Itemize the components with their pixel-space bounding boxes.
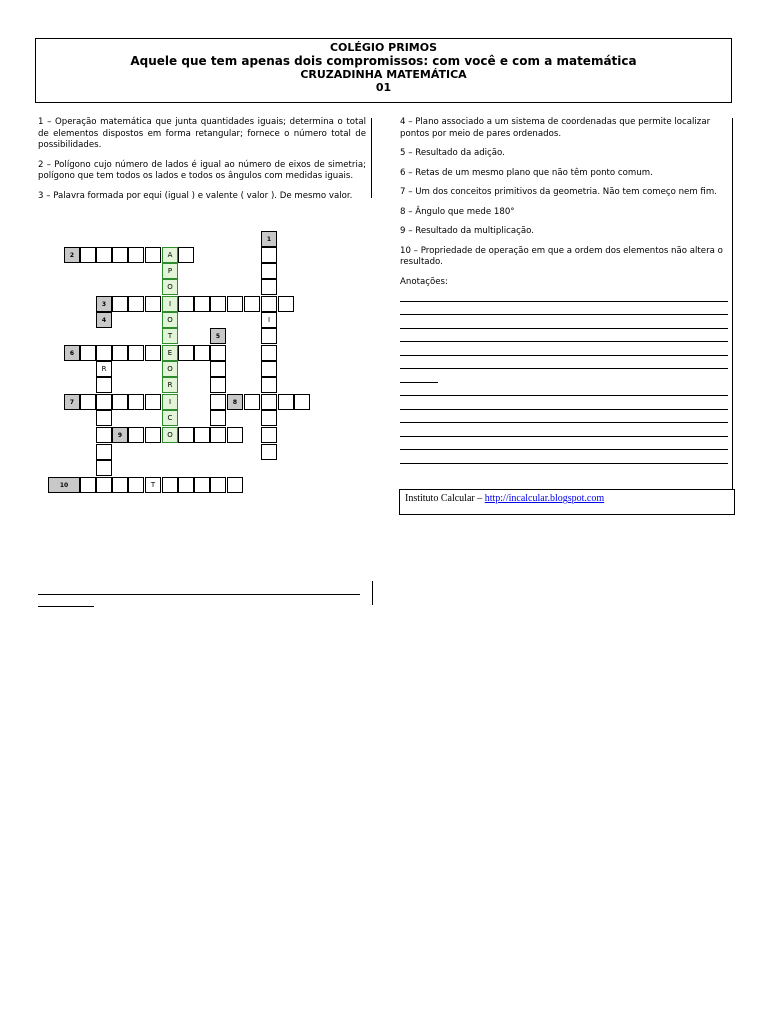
crossword-cell[interactable] [194, 477, 210, 493]
stray-underline [38, 594, 360, 595]
crossword-cell[interactable] [80, 247, 96, 263]
crossword-cell[interactable] [210, 394, 226, 410]
footer-link[interactable]: http://incalcular.blogspot.com [484, 493, 605, 504]
answer-letter-cell: P [162, 263, 178, 279]
worksheet-number: 01 [375, 81, 392, 94]
crossword-cell[interactable] [145, 296, 161, 312]
crossword-cell[interactable] [210, 345, 226, 361]
crossword-cell[interactable] [210, 361, 226, 377]
answer-letter-cell: R [162, 377, 178, 393]
clue-number-cell: 1 [261, 231, 277, 247]
crossword-cell[interactable] [145, 247, 161, 263]
crossword-cell[interactable]: R [96, 361, 112, 377]
crossword-cell[interactable] [210, 377, 226, 393]
clue-number-cell: 5 [210, 328, 226, 344]
crossword-cell[interactable] [80, 345, 96, 361]
clue-8: 8 – Ângulo que mede 180° [400, 206, 515, 217]
crossword-cell[interactable] [261, 345, 277, 361]
crossword-cell[interactable] [128, 427, 144, 443]
crossword-cell[interactable] [194, 345, 210, 361]
crossword-cell[interactable] [145, 394, 161, 410]
school-name: COLÉGIO PRIMOS [329, 41, 438, 54]
crossword-cell[interactable] [96, 427, 112, 443]
clue-number-cell: 9 [112, 427, 128, 443]
clue-5: 5 – Resultado da adição. [400, 148, 505, 158]
crossword-cell[interactable] [261, 296, 277, 312]
crossword-cell[interactable] [128, 477, 144, 493]
clue-number-cell: 10 [48, 477, 80, 493]
clue-4: 4 – Plano associado a um sistema de coordenadas que permite localizar pontos por meio de pares ordenados. [400, 117, 711, 139]
clue-number-cell: 8 [227, 394, 243, 410]
crossword-cell[interactable] [227, 296, 243, 312]
crossword-cell[interactable] [261, 247, 277, 263]
crossword-cell[interactable] [128, 345, 144, 361]
crossword-cell[interactable] [162, 477, 178, 493]
worksheet-title: CRUZADINHA MATEMÁTICA [300, 68, 467, 81]
answer-letter-cell: T [162, 328, 178, 344]
notes-label: Anotações: [400, 276, 448, 287]
crossword-cell[interactable] [128, 296, 144, 312]
crossword-cell[interactable] [112, 247, 128, 263]
crossword-cell[interactable] [80, 477, 96, 493]
crossword-cell[interactable] [112, 394, 128, 410]
answer-letter-cell: A [162, 247, 178, 263]
crossword-cell[interactable] [261, 427, 277, 443]
crossword-cell[interactable] [178, 296, 194, 312]
crossword-cell[interactable] [227, 427, 243, 443]
stray-divider [372, 581, 373, 605]
crossword-cell[interactable] [128, 394, 144, 410]
crossword-cell[interactable] [96, 247, 112, 263]
answer-letter-cell: I [162, 296, 178, 312]
crossword-cell[interactable] [261, 394, 277, 410]
crossword-cell[interactable] [128, 247, 144, 263]
answer-letter-cell: O [162, 361, 178, 377]
crossword-cell[interactable] [244, 296, 260, 312]
crossword-cell[interactable] [278, 296, 294, 312]
crossword-cell[interactable] [96, 410, 112, 426]
clue-1: 1 – Operação matemática que junta quantidades iguais; determina o total de elementos dispostos em forma retangular; fornece o número total de possibilidades. [38, 117, 366, 150]
clue-number-cell: 2 [64, 247, 80, 263]
clue-9: 9 – Resultado da multiplicação. [400, 226, 534, 236]
clue-number-cell: 4 [96, 312, 112, 328]
answer-letter-cell: O [162, 312, 178, 328]
clue-number-cell: 7 [64, 394, 80, 410]
crossword-cell[interactable] [210, 427, 226, 443]
clue-7: 7 – Um dos conceitos primitivos da geometria. Não tem começo nem fim. [400, 187, 717, 197]
crossword-cell[interactable] [294, 394, 310, 410]
crossword-cell[interactable] [261, 279, 277, 295]
clue-2: 2 – Polígono cujo número de lados é igual ao número de eixos de simetria; polígono que tem todos os lados e todos os ângulos com medidas iguais. [38, 159, 366, 181]
crossword-cell[interactable] [112, 296, 128, 312]
crossword-cell[interactable] [145, 345, 161, 361]
clue-6: 6 – Retas de um mesmo plano que não têm ponto comum. [400, 167, 653, 178]
answer-letter-cell: E [162, 345, 178, 361]
crossword-cell[interactable] [80, 394, 96, 410]
crossword-cell[interactable] [178, 247, 194, 263]
crossword-cell[interactable] [178, 477, 194, 493]
crossword-cell[interactable] [194, 427, 210, 443]
crossword-cell[interactable] [278, 394, 294, 410]
crossword-cell[interactable]: I [261, 312, 277, 328]
crossword-cell[interactable] [96, 377, 112, 393]
answer-letter-cell: C [162, 410, 178, 426]
crossword-cell[interactable] [96, 345, 112, 361]
stray-underline [38, 606, 94, 607]
crossword-cell[interactable] [261, 263, 277, 279]
crossword-cell[interactable] [178, 427, 194, 443]
crossword-cell[interactable] [96, 444, 112, 460]
clue-number-cell: 3 [96, 296, 112, 312]
crossword-cell[interactable] [261, 444, 277, 460]
crossword-cell[interactable] [261, 328, 277, 344]
crossword-cell[interactable] [210, 410, 226, 426]
crossword-cell[interactable] [112, 345, 128, 361]
clue-3: 3 – Palavra formada por equi (igual ) e valente ( valor ). De mesmo valor. [38, 190, 353, 201]
answer-letter-cell: O [162, 279, 178, 295]
crossword-cell[interactable] [194, 296, 210, 312]
crossword-cell[interactable]: T [145, 477, 161, 493]
crossword-cell[interactable] [96, 477, 112, 493]
crossword-cell[interactable] [261, 377, 277, 393]
clue-10: 10 – Propriedade de operação em que a ordem dos elementos não altera o resultado. [400, 245, 723, 267]
crossword-cell[interactable] [227, 477, 243, 493]
crossword-cell[interactable] [261, 361, 277, 377]
crossword-cell[interactable] [178, 345, 194, 361]
crossword-cell[interactable] [96, 394, 112, 410]
answer-letter-cell: I [162, 394, 178, 410]
crossword-cell[interactable] [244, 394, 260, 410]
footer-text: Instituto Calcular – [405, 493, 485, 504]
school-motto: Aquele que tem apenas dois compromissos: com você e com a matemática [130, 54, 637, 68]
crossword-cell[interactable] [96, 460, 112, 476]
crossword-cell[interactable] [112, 477, 128, 493]
crossword-cell[interactable] [261, 410, 277, 426]
answer-letter-cell: O [162, 427, 178, 443]
crossword-cell[interactable] [210, 296, 226, 312]
clue-number-cell: 6 [64, 345, 80, 361]
crossword-cell[interactable] [145, 427, 161, 443]
crossword-cell[interactable] [210, 477, 226, 493]
